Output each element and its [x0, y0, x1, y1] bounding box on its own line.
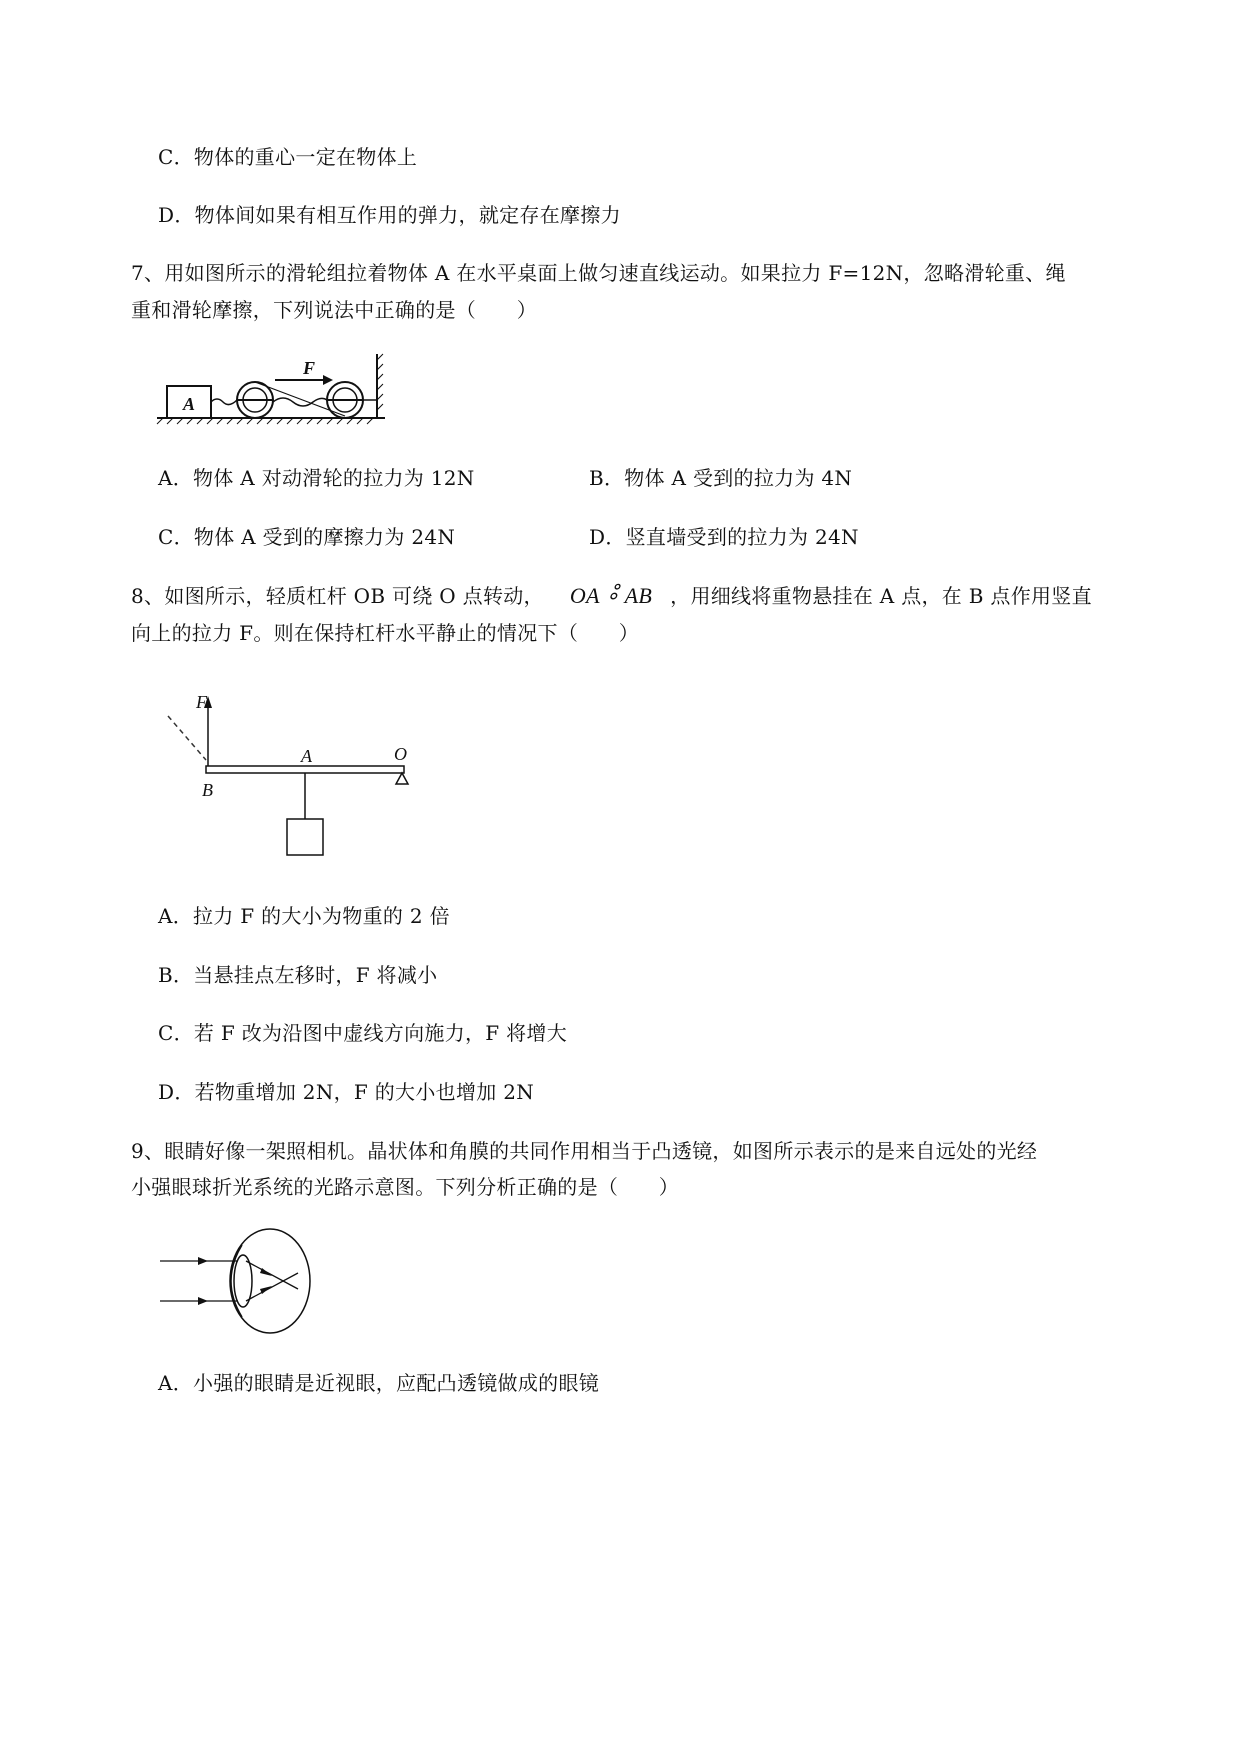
- q7-option-d: D．竖直墙受到的拉力为 24N: [589, 525, 859, 549]
- q8-point-b-label: B: [202, 780, 213, 800]
- q7-block-label: A: [183, 394, 196, 414]
- q8-stem-part1: 8、如图所示，轻质杠杆 OB 可绕 O 点转动，: [131, 584, 544, 608]
- q6-option-d: D．物体间如果有相互作用的弹力，就定存在摩擦力: [158, 203, 621, 227]
- q7-stem-line2: 重和滑轮摩擦，下列说法中正确的是（ ）: [131, 298, 537, 322]
- q6-option-c: C．物体的重心一定在物体上: [158, 145, 418, 169]
- q8-option-a: A．拉力 F 的大小为物重的 2 倍: [158, 904, 450, 928]
- q8-stem-line2: 向上的拉力 F。则在保持杠杆水平静止的情况下（ ）: [131, 621, 640, 645]
- q8-point-a-label: A: [301, 746, 312, 766]
- q9-stem-line2: 小强眼球折光系统的光路示意图。下列分析正确的是（ ）: [131, 1175, 680, 1199]
- q9-stem-line1: 9、眼睛好像一架照相机。晶状体和角膜的共同作用相当于凸透镜，如图所示表示的是来自远处的光经: [131, 1139, 1038, 1163]
- q8-option-d: D．若物重增加 2N，F 的大小也增加 2N: [158, 1080, 535, 1104]
- q8-option-c: C．若 F 改为沿图中虚线方向施力，F 将增大: [158, 1021, 568, 1045]
- q8-stem-part2: ，用细线将重物悬挂在 A 点，在 B 点作用竖直: [670, 584, 1092, 608]
- q9-eye-figure: [158, 1225, 318, 1340]
- q8-lever-figure: [160, 688, 430, 863]
- q7-option-b: B．物体 A 受到的拉力为 4N: [589, 466, 853, 490]
- q8-force-label: F: [196, 692, 207, 712]
- q8-stem-line1: [131, 580, 1092, 609]
- q7-force-label: F: [303, 358, 316, 378]
- q7-option-c: C．物体 A 受到的摩擦力为 24N: [158, 525, 456, 549]
- q7-pulley-figure: [155, 350, 395, 430]
- q7-stem-line1: 7、用如图所示的滑轮组拉着物体 A 在水平桌面上做匀速直线运动。如果拉力 F=12N，忽略滑轮重、绳: [131, 261, 1066, 285]
- q8-ratio-formula: OA ∘̊ AB: [569, 583, 653, 608]
- q9-option-a: A．小强的眼睛是近视眼，应配凸透镜做成的眼镜: [158, 1371, 600, 1395]
- q8-point-o-label: O: [394, 744, 407, 764]
- q8-option-b: B．当悬挂点左移时，F 将减小: [158, 963, 438, 987]
- q7-option-a: A．物体 A 对动滑轮的拉力为 12N: [158, 466, 475, 490]
